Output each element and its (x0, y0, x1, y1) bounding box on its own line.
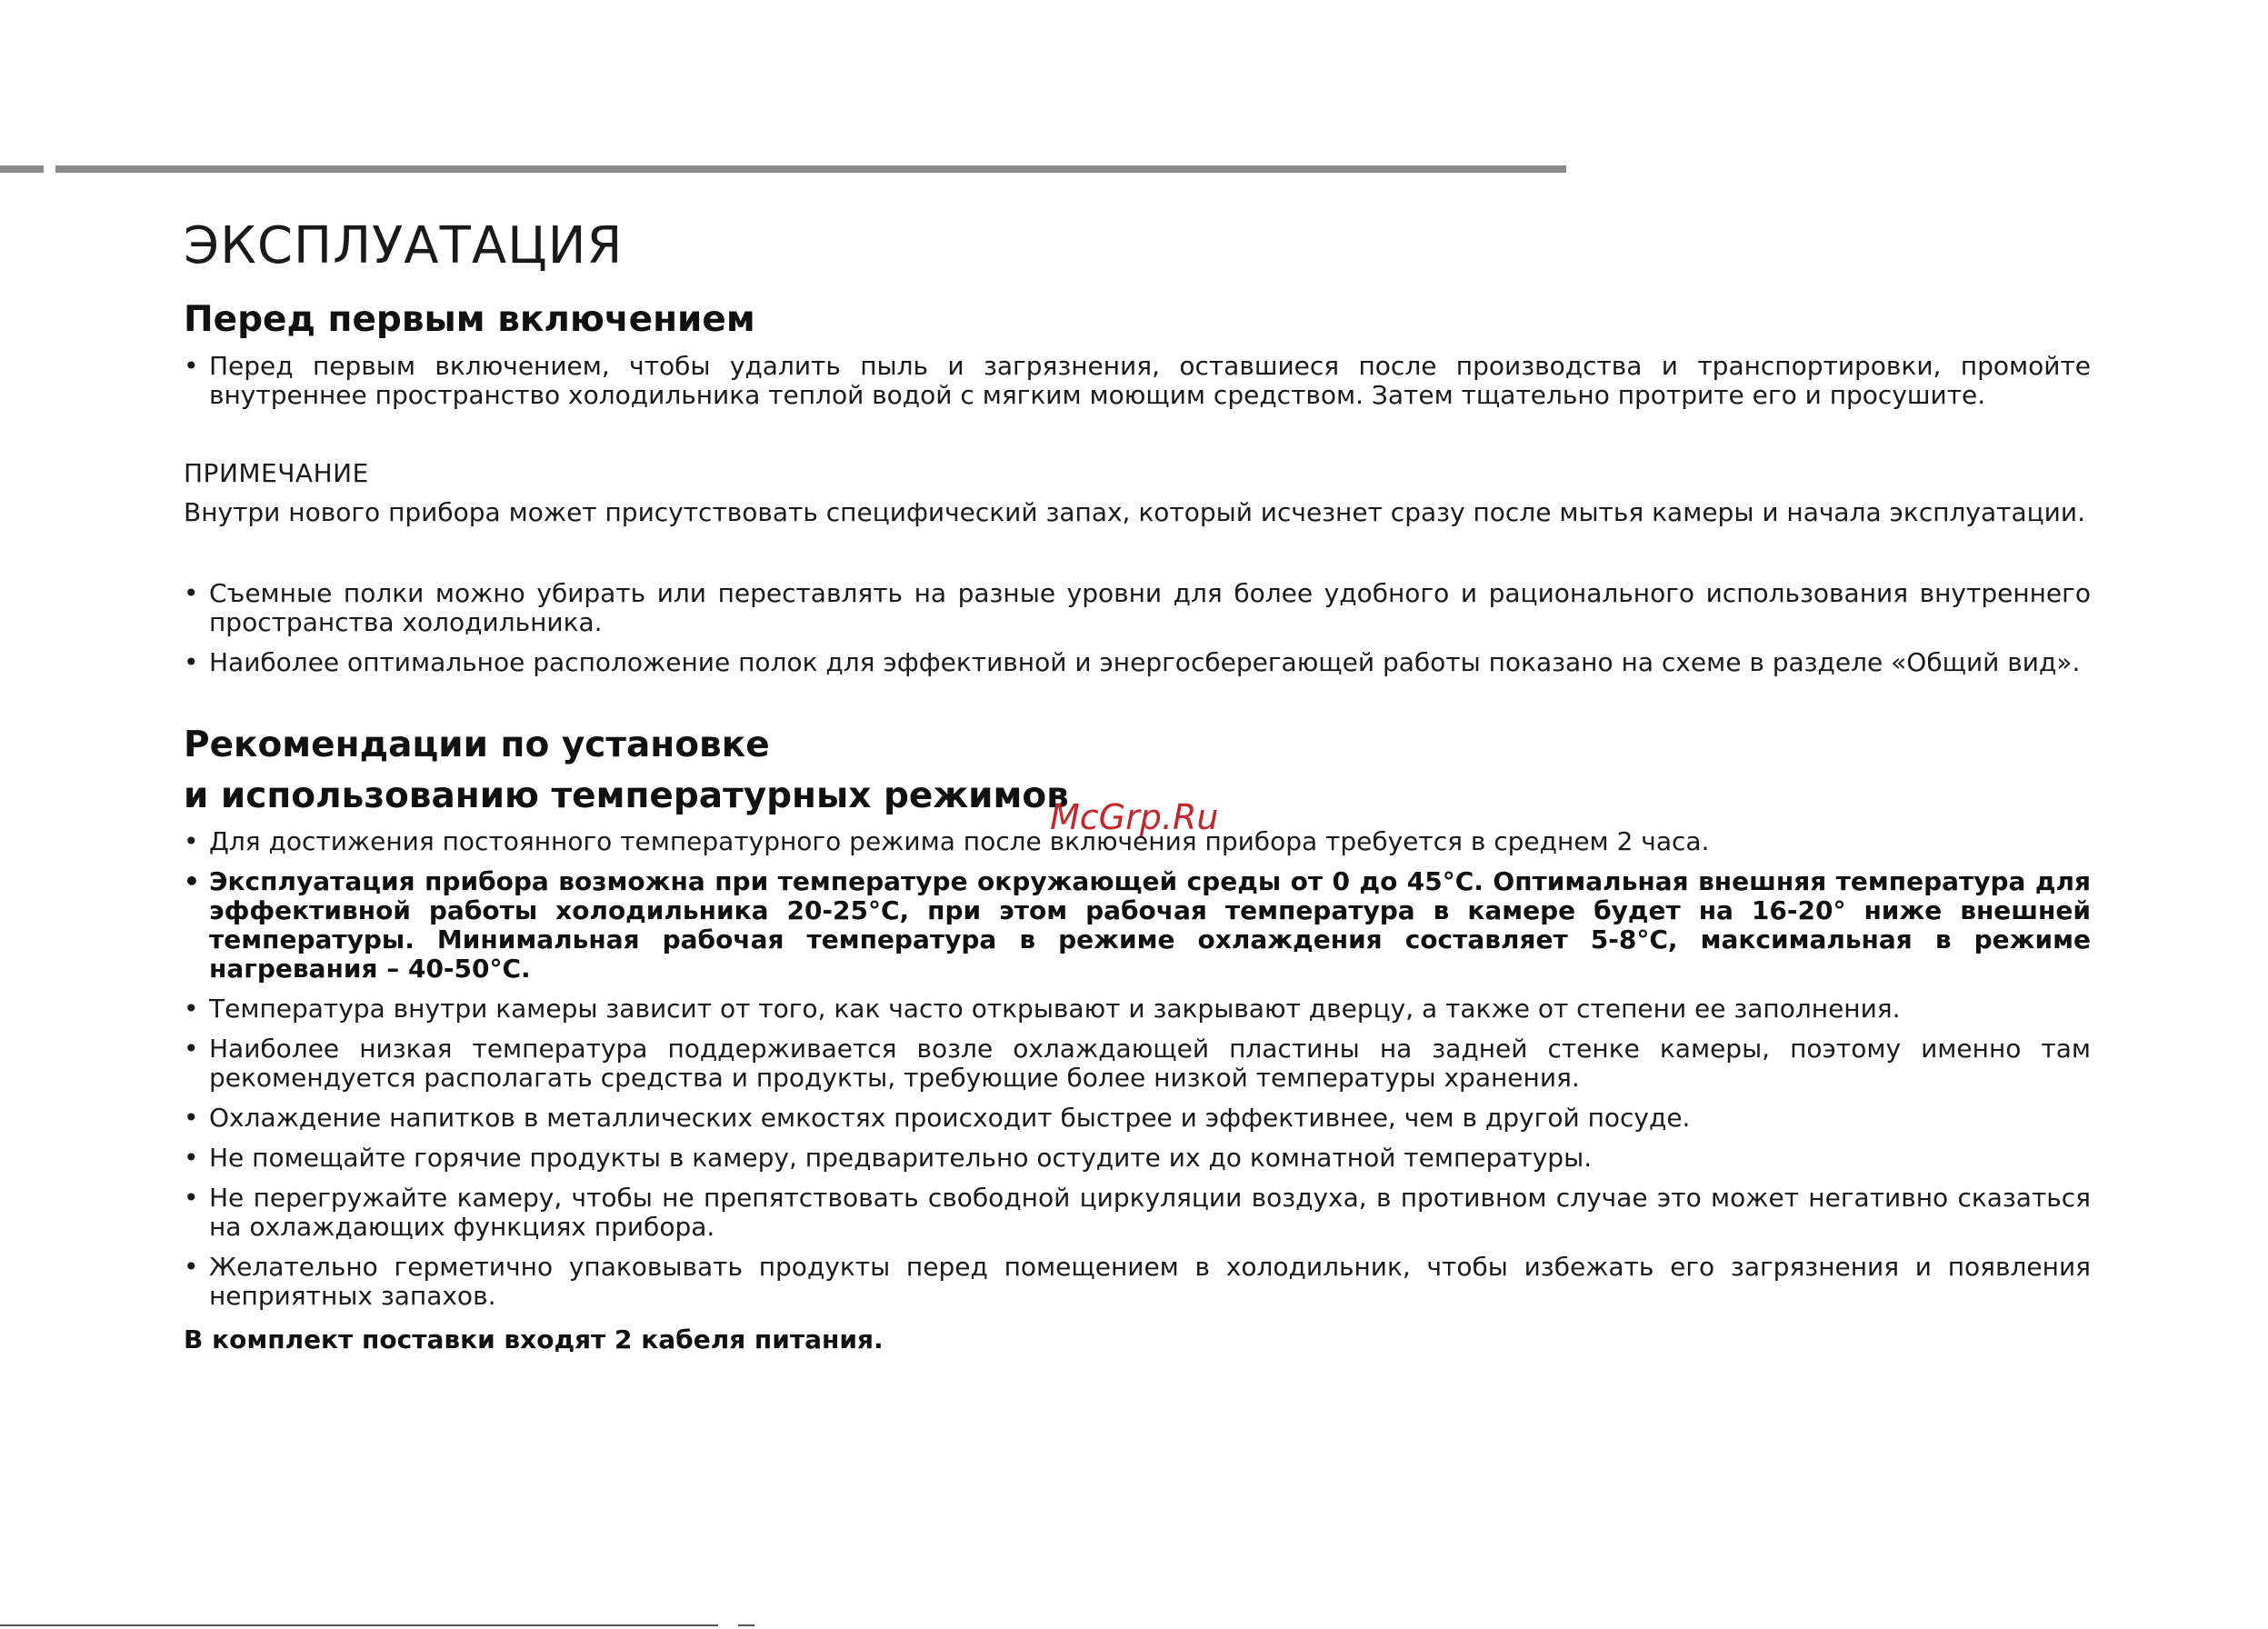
heading-recommendations-line2: и использованию температурных режимов (184, 775, 1069, 816)
before-first-use-list (184, 352, 2091, 421)
list-item: • Желательно герметично упаковывать продукты перед помещением в холодильник, чтобы избежать его загрязнения и появления неприятных запахов. (184, 1253, 2091, 1311)
note-text: Внутри нового прибора может присутствовать специфический запах, который исчезнет сразу после мытья камеры и начала эксплуатации. (184, 497, 2085, 527)
list-item: • Для достижения постоянного температурного режима после включения прибора требуется в среднем 2 часа. (184, 827, 2091, 856)
list-item: • Съемные полки можно убирать или переставлять на разные уровни для более удобного и рационального использования внутреннего пространства холодильника. (184, 579, 2091, 637)
footer-note: В комплект поставки входят 2 кабеля питания. (184, 1324, 884, 1354)
list-item: • Охлаждение напитков в металлических емкостях происходит быстрее и эффективнее, чем в другой посуде. (184, 1104, 2091, 1133)
watermark: McGrp.Ru (1050, 797, 1219, 837)
heading-recommendations-line1: Рекомендации по установке (184, 725, 770, 765)
footer-dash (738, 1624, 754, 1626)
header-rule (55, 165, 1566, 173)
footer-rule (0, 1624, 718, 1626)
note-title: ПРИМЕЧАНИЕ (184, 458, 369, 488)
list-item: • Не перегружайте камеру, чтобы не препятствовать свободной циркуляции воздуха, в противном случае это может негативно сказаться на охлаждающих функциях прибора. (184, 1184, 2091, 1242)
list-item: • Наиболее оптимальное расположение полок для эффективной и энергосберегающей работы показано на схеме в разделе «Общий вид». (184, 648, 2091, 677)
section-title: ЭКСПЛУАТАЦИЯ (184, 216, 624, 275)
header-rule-short (0, 165, 44, 173)
list-item: • Температура внутри камеры зависит от того, как часто открывают и закрывают дверцу, а также от степени ее заполнения. (184, 994, 2091, 1024)
list-item: • Перед первым включением, чтобы удалить пыль и загрязнения, оставшиеся после производства и транспортировки, промойте внутреннее пространство холодильника теплой водой с мягким моющим средством. Затем тщательно протрите его и просушите. (184, 352, 2091, 410)
heading-before-first-use: Перед первым включением (184, 299, 755, 340)
recommendations-list (184, 827, 2091, 1322)
shelves-list (184, 579, 2091, 688)
list-item: • Наиболее низкая температура поддерживается возле охлаждающей пластины на задней стенке камеры, поэтому именно там рекомендуется располагать средства и продукты, требующие более низкой температуры хранения. (184, 1034, 2091, 1093)
list-item: • Не помещайте горячие продукты в камеру, предварительно остудите их до комнатной температуры. (184, 1144, 2091, 1173)
list-item-emphasis: • Эксплуатация прибора возможна при температуре окружающей среды от 0 до 45°С. Оптимальная внешняя температура для эффективной работы холодильника 20-25°С, при этом рабочая температура в камере будет на 16-20° ниже внешней температуры. Минимальная рабочая температура в режиме охлаждения составляет 5-8°С, максимальная в режиме нагревания – 40-50°С. (184, 867, 2091, 984)
